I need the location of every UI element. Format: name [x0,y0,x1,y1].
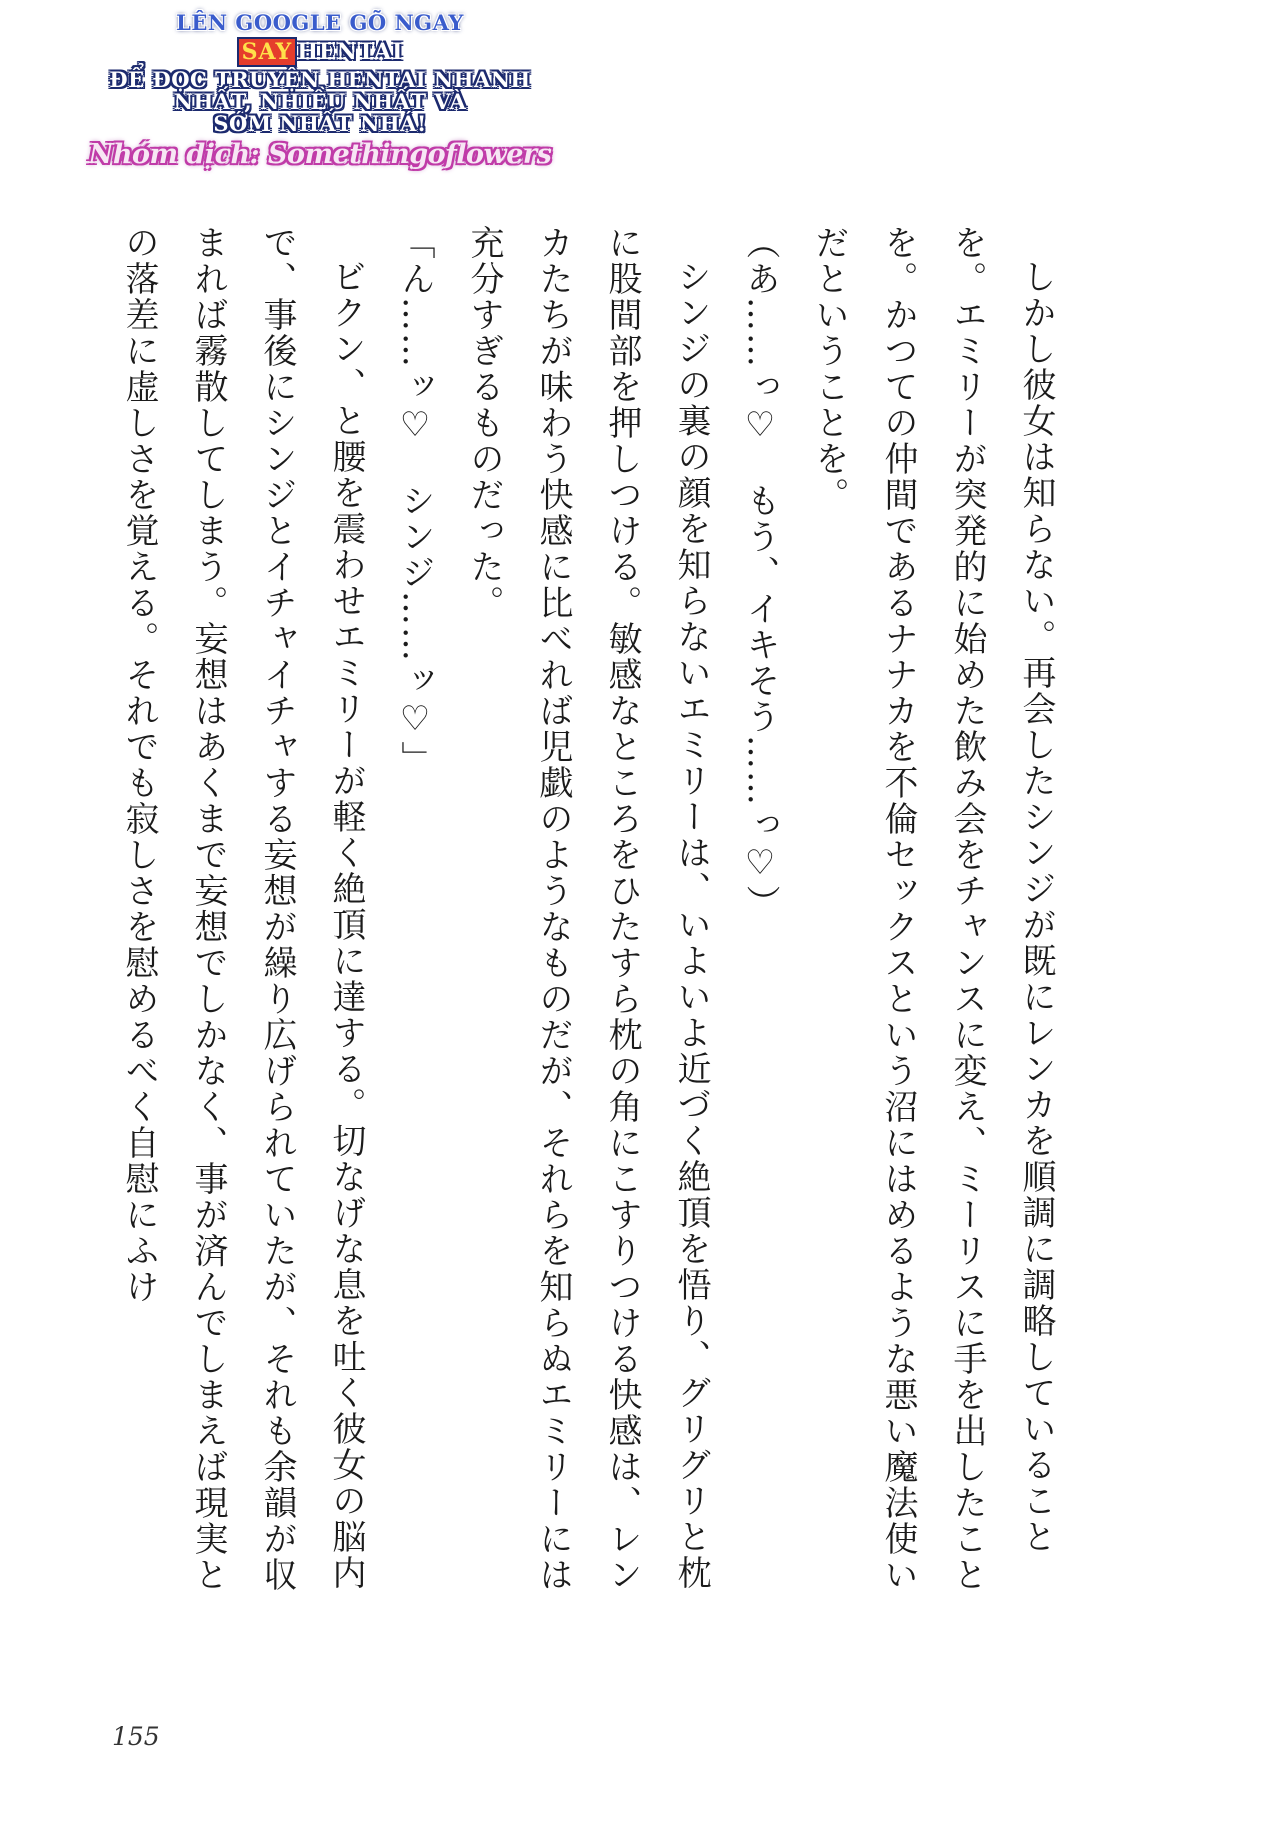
watermark-brand-hentai: HENTAI [297,39,404,66]
watermark-line-4: NHẤT, NHIỀU NHẤT VÀ [173,89,467,115]
vertical-body-text [119,225,1070,1615]
watermark-line-3: ĐỂ ĐỌC TRUYỆN HENTAI NHANH [109,67,531,93]
watermark-line-5: SỚM NHẤT NHÁ! [213,111,427,137]
watermark-banner [80,12,560,170]
watermark-brand-logo [237,41,404,64]
paragraph-1: しかし彼女は知らない。再会したシンジが既にレンカを順調に調略していることを。エミリーが突発的に始めた飲み会をチャンスに変え、ミーリスに手を出したことを。かつての仲間であるナナカを不倫セックスという沼にはめるような悪い魔法使いだということを。 [809,225,1056,1593]
paragraph-5: ビクン、と腰を震わせエミリーが軽く絶頂に達する。切なげな息を吐く彼女の脳内で、事後にシンジとイチャイチャする妄想が繰り広げられていたが、それも余韻が収まれば霧散してしまう。妄想はあくまで妄想でしかなく、事が済んでしまえば現実との落差に虚しさを覚える。それでも寂しさを慰めるべく自慰にふけ [119,225,366,1593]
watermark-line-1: LÊN GOOGLE GÕ NGAY [176,10,464,35]
page-number: 155 [112,1722,160,1751]
paragraph-3: シンジの裏の顔を知らないエミリーは、いよいよ近づく絶頂を悟り、グリグリと枕に股間部を押しつける。敏感なところをひたすら枕の角にこすりつける快感は、レンカたちが味わう快感に比べれば児戯のようなものだが、それらを知らぬエミリーには充分すぎるものだった。 [464,225,711,1593]
watermark-credit: Nhóm dịch: Somethingoflowers [88,139,552,171]
paragraph-2-thought: （あ……っ♡ もう、イキそう……っ♡） [740,225,780,921]
paragraph-4-dialogue: 「ん……ッ♡ シンジ……ッ♡」 [395,225,435,777]
watermark-brand-say: SAY [237,37,298,67]
